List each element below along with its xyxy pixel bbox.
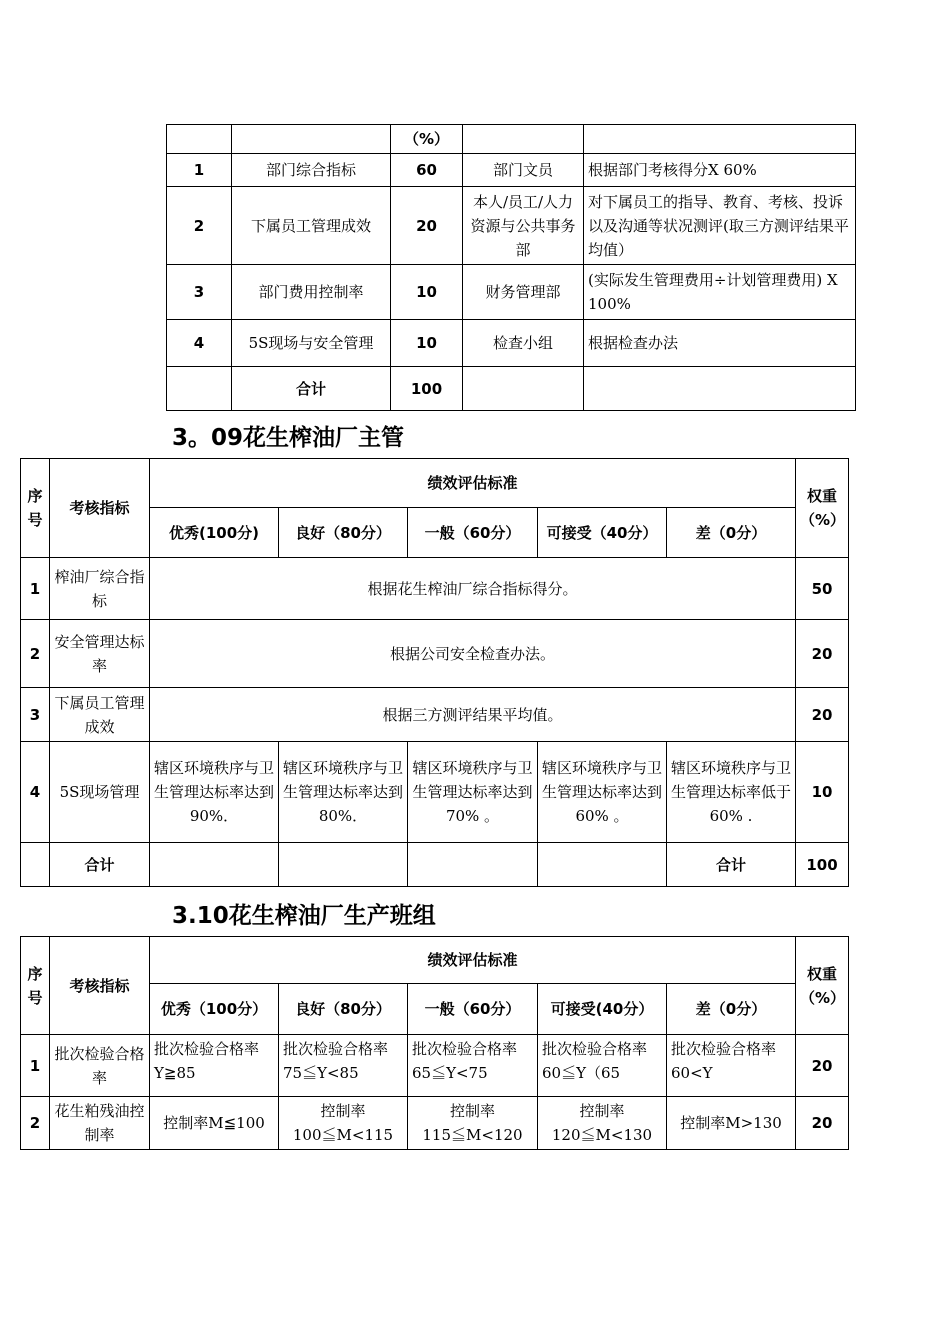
weight-unit-header: （%） [391, 125, 463, 154]
standard-cell: 批次检验合格率60≦Y（65 [538, 1035, 667, 1097]
cell-empty [584, 125, 856, 154]
total-label: 合计 [667, 843, 796, 887]
standard-cell: 辖区环境秩序与卫生管理达标率达到90%． [150, 742, 279, 843]
row-no: 1 [21, 558, 50, 620]
supervisor-assessment-table [20, 458, 849, 887]
row-no: 1 [167, 154, 232, 187]
col-header-indicator: 考核指标 [50, 459, 150, 558]
indicator-cell: 下属员工管理成效 [50, 688, 150, 742]
section-title-3-09: 3。09花生榨油厂主管 [172, 425, 405, 451]
standard-cell: 批次检验合格率Y≧85 [150, 1035, 279, 1097]
level-header: 一般（60分） [408, 984, 538, 1035]
assessor-cell: 财务管理部 [463, 265, 584, 320]
section-title-3-10: 3.10花生榨油厂生产班组 [172, 903, 436, 929]
merged-standard-cell: 根据三方测评结果平均值。 [150, 688, 796, 742]
row-no: 2 [21, 620, 50, 688]
department-indicator-table [166, 124, 856, 411]
indicator-cell: 5S现场管理 [50, 742, 150, 843]
weight-cell: 20 [796, 1097, 849, 1150]
row-no: 2 [167, 187, 232, 265]
standard-cell: 批次检验合格率60<Y [667, 1035, 796, 1097]
cell-empty [463, 367, 584, 411]
method-cell: 根据部门考核得分X 60% [584, 154, 856, 187]
indicator-cell: 花生粕残油控制率 [50, 1097, 150, 1150]
standard-cell: 控制率M>130 [667, 1097, 796, 1150]
cell-empty [408, 843, 538, 887]
total-label: 合计 [50, 843, 150, 887]
weight-cell: 50 [796, 558, 849, 620]
level-header: 一般（60分） [408, 508, 538, 558]
col-header-no: 序号 [21, 459, 50, 558]
standard-cell: 辖区环境秩序与卫生管理达标率达到60% 。 [538, 742, 667, 843]
level-header: 可接受(40分） [538, 984, 667, 1035]
weight-cell: 10 [796, 742, 849, 843]
col-header-indicator: 考核指标 [50, 937, 150, 1035]
production-team-assessment-table [20, 936, 849, 1150]
col-header-weight: 权重（%） [796, 459, 849, 558]
standard-cell: 控制率M≦100 [150, 1097, 279, 1150]
standard-cell: 控制率115≦M<120 [408, 1097, 538, 1150]
standard-cell: 批次检验合格率75≦Y<85 [279, 1035, 408, 1097]
cell-empty [463, 125, 584, 154]
method-cell: (实际发生管理费用÷计划管理费用) X 100% [584, 265, 856, 320]
col-header-weight: 权重（%） [796, 937, 849, 1035]
row-no: 3 [167, 265, 232, 320]
level-header: 良好（80分） [279, 508, 408, 558]
indicator-cell: 安全管理达标率 [50, 620, 150, 688]
level-header: 优秀(100分) [150, 508, 279, 558]
cell-empty [167, 367, 232, 411]
col-header-standard: 绩效评估标准 [150, 459, 796, 508]
weight-cell: 20 [796, 688, 849, 742]
total-weight: 100 [796, 843, 849, 887]
cell-empty [167, 125, 232, 154]
cell-empty [538, 843, 667, 887]
assessor-cell: 检查小组 [463, 320, 584, 367]
row-no: 4 [21, 742, 50, 843]
cell-empty [279, 843, 408, 887]
merged-standard-cell: 根据公司安全检查办法。 [150, 620, 796, 688]
row-no: 2 [21, 1097, 50, 1150]
cell-empty [150, 843, 279, 887]
total-label: 合计 [232, 367, 391, 411]
row-no: 3 [21, 688, 50, 742]
level-header: 差（0分） [667, 984, 796, 1035]
standard-cell: 批次检验合格率65≦Y<75 [408, 1035, 538, 1097]
level-header: 良好（80分） [279, 984, 408, 1035]
row-no: 1 [21, 1035, 50, 1097]
standard-cell: 辖区环境秩序与卫生管理达标率达到70% 。 [408, 742, 538, 843]
assessor-cell: 本人/员工/人力资源与公共事务部 [463, 187, 584, 265]
assessor-cell: 部门文员 [463, 154, 584, 187]
weight-cell: 60 [391, 154, 463, 187]
indicator-cell: 批次检验合格率 [50, 1035, 150, 1097]
standard-cell: 控制率120≦M<130 [538, 1097, 667, 1150]
col-header-no: 序号 [21, 937, 50, 1035]
standard-cell: 辖区环境秩序与卫生管理达标率达到80%． [279, 742, 408, 843]
weight-cell: 10 [391, 320, 463, 367]
weight-cell: 20 [796, 620, 849, 688]
row-no: 4 [167, 320, 232, 367]
weight-cell: 20 [391, 187, 463, 265]
indicator-cell: 榨油厂综合指标 [50, 558, 150, 620]
indicator-cell: 部门综合指标 [232, 154, 391, 187]
cell-empty [21, 843, 50, 887]
merged-standard-cell: 根据花生榨油厂综合指标得分。 [150, 558, 796, 620]
level-header: 可接受（40分） [538, 508, 667, 558]
indicator-cell: 下属员工管理成效 [232, 187, 391, 265]
weight-cell: 10 [391, 265, 463, 320]
standard-cell: 控制率100≦M<115 [279, 1097, 408, 1150]
level-header: 差（0分） [667, 508, 796, 558]
total-weight: 100 [391, 367, 463, 411]
col-header-standard: 绩效评估标准 [150, 937, 796, 984]
indicator-cell: 部门费用控制率 [232, 265, 391, 320]
weight-cell: 20 [796, 1035, 849, 1097]
method-cell: 根据检查办法 [584, 320, 856, 367]
method-cell: 对下属员工的指导、教育、考核、投诉以及沟通等状况测评(取三方测评结果平均值） [584, 187, 856, 265]
standard-cell: 辖区环境秩序与卫生管理达标率低于60% . [667, 742, 796, 843]
cell-empty [232, 125, 391, 154]
indicator-cell: 5S现场与安全管理 [232, 320, 391, 367]
cell-empty [584, 367, 856, 411]
level-header: 优秀（100分） [150, 984, 279, 1035]
